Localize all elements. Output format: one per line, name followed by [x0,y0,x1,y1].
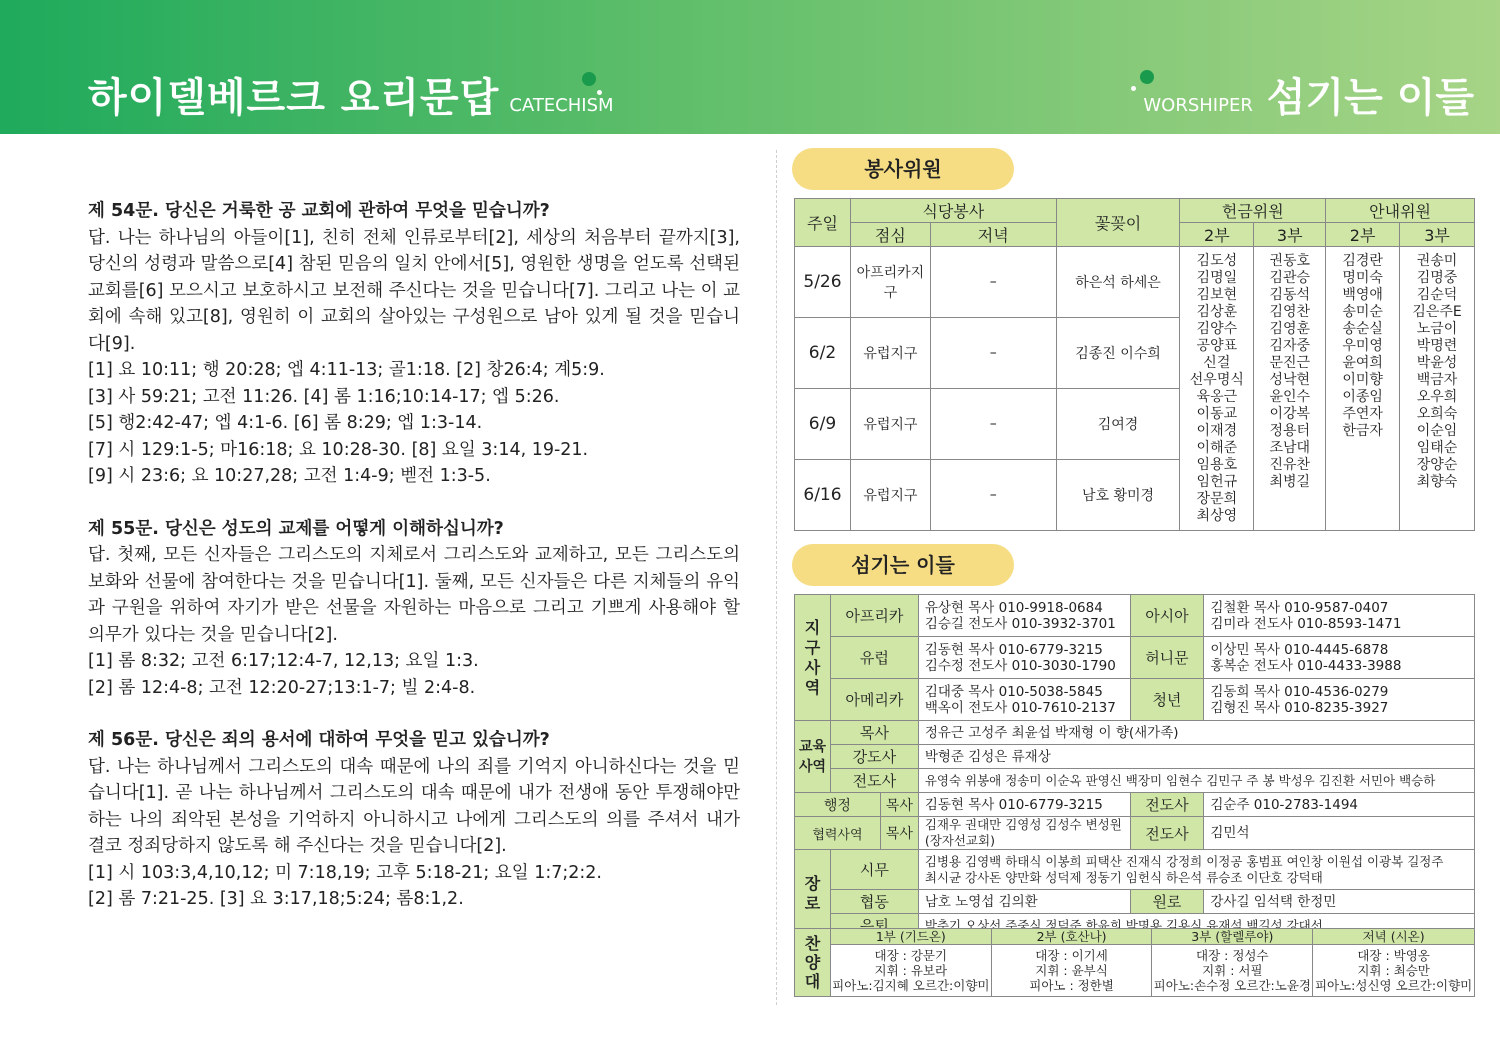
table-row [795,721,1475,745]
coop-pastor-names: 김재우 권대만 김영성 김성수 변성원(장자선교회) [918,817,1130,850]
name-entry: 김양수 [1196,321,1238,337]
name-entry: 이강복 [1269,406,1311,422]
name-entry: 백영애 [1342,287,1383,303]
name-entry: 최병길 [1269,474,1311,490]
contact-line: 김승길 전도사 010-3932-3701 [924,615,1116,632]
africa-label: 아프리카 [830,595,918,637]
question-55: 제 55문. 당신은 성도의 교제를 어떻게 이해하십니까? [88,518,504,539]
header-date: 주일 [795,199,851,247]
worshiper-subtitle: WORSHIPER [1143,95,1253,116]
name-entry: 송순실 [1342,321,1383,337]
dinner-cell: – [930,318,1056,389]
coop-evangelist-names: 김민석 [1204,817,1475,850]
header-usher-2: 2부 [1326,223,1400,247]
contact-line: 김동희 목사 010-4536-0279 [1210,683,1389,700]
table-row [795,247,1475,318]
europe-contacts [918,637,1130,679]
dinner-cell: – [930,460,1056,531]
names-line: 김병용 김영백 하태식 이봉희 피택산 진재식 강정희 이정공 홍범표 여인창 이원섭 이광복 길정주 [924,853,1444,869]
choir-col-info [1152,945,1313,997]
reference-line: [1] 요 10:11; 행 20:28; 엡 4:11-13; 골1:18. [2] 창26:4; 계5:9. [88,360,605,380]
name-entry: 김영찬 [1269,304,1311,320]
header-meal: 식당봉사 [850,199,1056,223]
name-entry: 김상훈 [1196,304,1238,320]
choir-accompanist: 피아노 : 정한별 [1029,978,1114,993]
choir-leader: 대장 : 정성수 [1196,948,1269,963]
admin-label: 행정 [795,793,881,817]
choir-conductor: 지휘 : 서필 [1202,963,1263,978]
elder-retired-label: 은퇴 [830,914,918,938]
contact-line: 김미라 전도사 010-8593-1471 [1210,615,1402,632]
edu-evangelist-label: 전도사 [830,769,918,793]
elder-active-label: 시무 [830,850,918,890]
contact-line: 홍복순 전도사 010-4433-3988 [1210,657,1402,674]
service-table [794,198,1475,531]
youth-contacts [1204,679,1475,721]
name-entry: 육옹근 [1196,389,1238,405]
contact-line: 김수정 전도사 010-3030-1790 [924,657,1116,674]
choir-accompanist: 피아노:성신영 오르간:이향미 [1314,978,1473,993]
choir-conductor: 지휘 : 윤부식 [1035,963,1108,978]
name-entry: 명미숙 [1342,270,1383,286]
table-row [795,637,1475,679]
header-usher: 안내위원 [1326,199,1475,223]
name-entry: 백금자 [1416,372,1458,388]
name-entry: 박명련 [1416,338,1458,354]
worshiper-title: 섬기는 이들 [1266,75,1474,121]
choir-col-info [1313,945,1475,997]
edu-lecturer-label: 강도사 [830,745,918,769]
elder-emeritus-label: 원로 [1130,890,1204,914]
name-entry: 이재경 [1196,423,1238,439]
accent-dot-small [597,90,602,95]
name-entry: 박윤성 [1416,355,1458,371]
name-entry: 윤여희 [1342,355,1383,371]
flower-cell: 하은석 하세은 [1056,247,1180,318]
name-entry: 이종임 [1342,389,1383,405]
contact-line: 백옥이 전도사 010-7610-2137 [924,699,1116,716]
offering-3-list [1254,247,1326,531]
names-line: 최시균 강사돈 양만화 성덕제 정동기 임헌식 하은석 류승조 이단호 강덕태 [924,869,1323,885]
name-entry: 김영훈 [1269,321,1311,337]
name-entry: 주연자 [1342,406,1383,422]
name-entry: 김관승 [1269,270,1311,286]
catechism-heading [88,66,614,123]
question-56: 제 56문. 당신은 죄의 용서에 대하여 무엇을 믿고 있습니까? [88,730,550,750]
name-entry: 김자중 [1269,338,1311,354]
name-entry: 이해준 [1196,440,1238,456]
question-54: 제 54문. 당신은 거룩한 공 교회에 관하여 무엇을 믿습니까? [88,201,550,221]
header-usher-3: 3부 [1400,223,1475,247]
name-entry: 우미영 [1342,338,1383,354]
admin-pastor-label: 목사 [880,793,918,817]
flower-cell: 남호 황미경 [1056,460,1180,531]
name-entry: 이동교 [1196,406,1238,422]
name-entry: 성낙현 [1269,372,1311,388]
table-row [795,679,1475,721]
table-row [795,745,1475,769]
coop-pastor-label: 목사 [880,817,918,850]
admin-evangelist-contact: 김순주 010-2783-1494 [1204,793,1475,817]
date-cell: 5/26 [795,247,851,318]
america-label: 아메리카 [830,679,918,721]
lunch-cell: 아프리카지구 [850,247,930,318]
choir-leader: 대장 : 박영옹 [1357,948,1430,963]
name-entry: 노금이 [1416,321,1458,337]
usher-2-list [1326,247,1400,531]
lunch-cell: 유럽지구 [850,460,930,531]
reference-line: [2] 롬 12:4-8; 고전 12:20-27;13:1-7; 빌 2:4-8. [88,677,476,698]
dinner-cell: – [930,247,1056,318]
europe-label: 유럽 [830,637,918,679]
admin-pastor-contact: 김동현 목사 010-6779-3215 [918,793,1130,817]
asia-contacts [1204,595,1475,637]
date-cell: 6/16 [795,460,851,531]
name-entry: 최향숙 [1416,474,1458,490]
offering-2-list [1180,247,1254,531]
name-entry: 오희숙 [1416,406,1458,422]
choir-label: 찬 양 대 [795,929,831,997]
youth-label: 청년 [1130,679,1204,721]
flower-cell: 김여경 [1056,389,1180,460]
choir-leader: 대장 : 이기세 [1035,948,1108,963]
answer-54: 답. 나는 하나님의 아들이[1], 친히 전체 인류로부터[2], 세상의 처음부터 끝까지[3], 당신의 성령과 말씀으로[4] 참된 믿음의 일치 안에서[5], 영원한 생명을 얻도록 선택된 교회를[6] 모으시고 보호하시고 보전해 주신다는 것을 믿습니다[7]. 그리고 나는 이 교회에 속해 있고[8], 영원히 이 교회의 살아있는 구성원으로 남아 있게 될 것을 믿습니다[9]. [88,227,740,354]
america-contacts [918,679,1130,721]
answer-56: 답. 나는 하나님께서 그리스도의 대속 때문에 나의 죄를 기억지 아니하신다는 것을 믿습니다[1]. 곧 나는 하나님께서 그리스도의 대속 때문에 내가 전생애 동안 투쟁해야만 하는 나의 죄악된 본성을 기억하지 아니하시고 나에게 그리스도의 의를 주셔서 내가 결코 정죄당하지 않도록 해 주신다는 것을 믿습니다[2]. [88,756,740,856]
header-flower: 꽃꽂이 [1056,199,1180,247]
elder-label: 장 로 [795,850,831,938]
name-entry: 한금자 [1342,423,1383,439]
contact-line: 김철환 목사 010-9587-0407 [1210,599,1389,616]
name-entry: 오우희 [1416,389,1458,405]
edu-lecturer-names: 박형준 김성은 류재상 [918,745,1474,769]
usher-3-list [1400,247,1475,531]
reference-line: [5] 행2:42-47; 엡 4:1-6. [6] 롬 8:29; 엡 1:3-14. [88,413,483,433]
edu-pastor-names: 정유근 고성주 최윤섭 박재형 이 향(새가족) [918,721,1474,745]
name-entry: 김명일 [1196,270,1238,286]
name-entry: 공양표 [1196,338,1238,354]
reference-line: [2] 롬 7:21-25. [3] 요 3:17,18;5:24; 롬8:1,2. [88,889,464,909]
table-row [795,595,1475,637]
name-entry: 김동석 [1269,287,1311,303]
name-entry: 김명중 [1416,270,1458,286]
catechism-title: 하이델베르크 요리문답 [88,75,500,121]
contact-line: 이상민 목사 010-4445-6878 [1210,641,1389,658]
choir-col-title: 2부 (호산나) [991,929,1152,945]
choir-col-title: 저녁 (시온) [1313,929,1475,945]
reference-line: [1] 롬 8:32; 고전 6:17;12:4-7, 12,13; 요일 1:3. [88,651,479,671]
edu-pastor-label: 목사 [830,721,918,745]
asia-label: 아시아 [1130,595,1204,637]
choir-leader: 대장 : 강문기 [874,948,948,963]
name-entry: 김은주E [1412,304,1462,320]
header-offering-2: 2부 [1180,223,1254,247]
name-entry: 김도성 [1196,253,1238,269]
service-pill: 봉사위원 [792,148,1014,190]
choir-accompanist: 피아노:손수정 오르간:노윤경 [1153,978,1311,993]
name-entry: 조남대 [1269,440,1311,456]
name-entry: 장양순 [1416,457,1458,473]
admin-evangelist-label: 전도사 [1130,793,1204,817]
name-entry: 김보현 [1196,287,1238,303]
lunch-cell: 유럽지구 [850,389,930,460]
contact-line: 김형진 목사 010-8235-3927 [1210,699,1389,716]
choir-col-info [830,945,991,997]
name-entry: 최상영 [1196,508,1238,524]
header-dinner: 저녁 [930,223,1056,247]
workers-pill: 섬기는 이들 [792,544,1014,586]
honeymoon-contacts [1204,637,1475,679]
reference-line: [9] 시 23:6; 요 10:27,28; 고전 1:4-9; 벧전 1:3-5. [88,466,491,486]
reference-line: [7] 시 129:1-5; 마16:18; 요 10:28-30. [8] 요일 3:14, 19-21. [88,439,589,460]
coop-evangelist-label: 전도사 [1130,817,1204,850]
contact-line: 김동현 목사 010-6779-3215 [924,641,1103,658]
name-entry: 정용터 [1269,423,1311,439]
choir-conductor: 지휘 : 최승만 [1357,963,1430,978]
flower-cell: 김종진 이수희 [1056,318,1180,389]
table-row [795,850,1475,890]
workers-table [794,594,1475,938]
name-entry: 임태순 [1416,440,1458,456]
name-entry: 임용호 [1196,457,1238,473]
name-entry: 권송미 [1416,253,1458,269]
name-entry: 신걸 [1203,355,1231,371]
name-entry: 권동호 [1269,253,1311,269]
choir-conductor: 지휘 : 유보라 [874,963,948,978]
column-divider [776,150,777,1005]
elder-assoc-label: 협동 [830,890,918,914]
table-row [795,769,1475,793]
date-cell: 6/9 [795,389,851,460]
elder-emeritus-names: 강사길 임석택 한정민 [1204,890,1475,914]
contact-line: 김대중 목사 010-5038-5845 [924,683,1103,700]
choir-table [794,928,1475,997]
choir-col-title: 3부 (할렐루야) [1152,929,1313,945]
name-entry: 김경란 [1342,253,1383,269]
table-row [795,817,1475,850]
lunch-cell: 유럽지구 [850,318,930,389]
elder-active-names [918,850,1474,890]
worshiper-heading [1143,66,1474,123]
choir-col-title: 1부 (기드온) [830,929,991,945]
accent-dot [582,72,596,86]
catechism-body [88,198,740,913]
africa-contacts [918,595,1130,637]
coop-label: 협력사역 [795,817,881,850]
choir-accompanist: 피아노:김지혜 오르간:이향미 [832,978,990,993]
date-cell: 6/2 [795,318,851,389]
dinner-cell: – [930,389,1056,460]
name-entry: 임헌규 [1196,474,1238,490]
accent-dot-small [1131,86,1136,91]
header-banner [0,0,1500,134]
name-entry: 선우명식 [1189,372,1244,388]
name-entry: 이순임 [1416,423,1458,439]
name-entry: 문진근 [1269,355,1311,371]
reference-line: [3] 사 59:21; 고전 11:26. [4] 롬 1:16;10:14-17; 엡 5:26. [88,386,560,407]
answer-55: 답. 첫째, 모든 신자들은 그리스도의 지체로서 그리스도와 교제하고, 모든 그리스도의 보화와 선물에 참여한다는 것을 믿습니다[1]. 둘째, 모든 신자들은 다른 지체들의 유익과 구원을 위하여 자기가 받은 선물을 자원하는 마음으로 그리고 기쁘게 사용해야 할 의무가 있다는 것을 믿습니다[2]. [88,545,740,645]
education-ministry-label: 교육 사역 [795,721,831,793]
choir-col-info [991,945,1152,997]
contact-line: 유상현 목사 010-9918-0684 [924,599,1103,616]
table-row [795,890,1475,914]
region-ministry-label: 지 구 사 역 [795,595,831,721]
table-row [795,945,1475,997]
edu-evangelist-names: 유영숙 위봉애 정송미 이순옥 판영신 백장미 임현수 김민구 주 봉 박성우 김진환 서민아 백승하 [918,769,1474,793]
name-entry: 진유찬 [1269,457,1311,473]
elder-retired-names: 박춘기 오상선 주중식 정덕준 한윤희 박명용 김용식 유재석 백길성 강대선 [918,914,1474,938]
header-offering: 헌금위원 [1180,199,1326,223]
name-entry: 장문희 [1196,491,1238,507]
name-entry: 이미향 [1342,372,1383,388]
elder-assoc-names: 남호 노영섭 김의환 [918,890,1130,914]
catechism-subtitle: CATECHISM [509,95,614,116]
table-row [795,793,1475,817]
honeymoon-label: 허니문 [1130,637,1204,679]
name-entry: 윤인수 [1269,389,1311,405]
reference-line: [1] 시 103:3,4,10,12; 미 7:18,19; 고후 5:18-21; 요일 1:7;2:2. [88,862,602,883]
name-entry: 김순덕 [1416,287,1458,303]
name-entry: 송미순 [1342,304,1383,320]
header-offering-3: 3부 [1254,223,1326,247]
header-lunch: 점심 [850,223,930,247]
